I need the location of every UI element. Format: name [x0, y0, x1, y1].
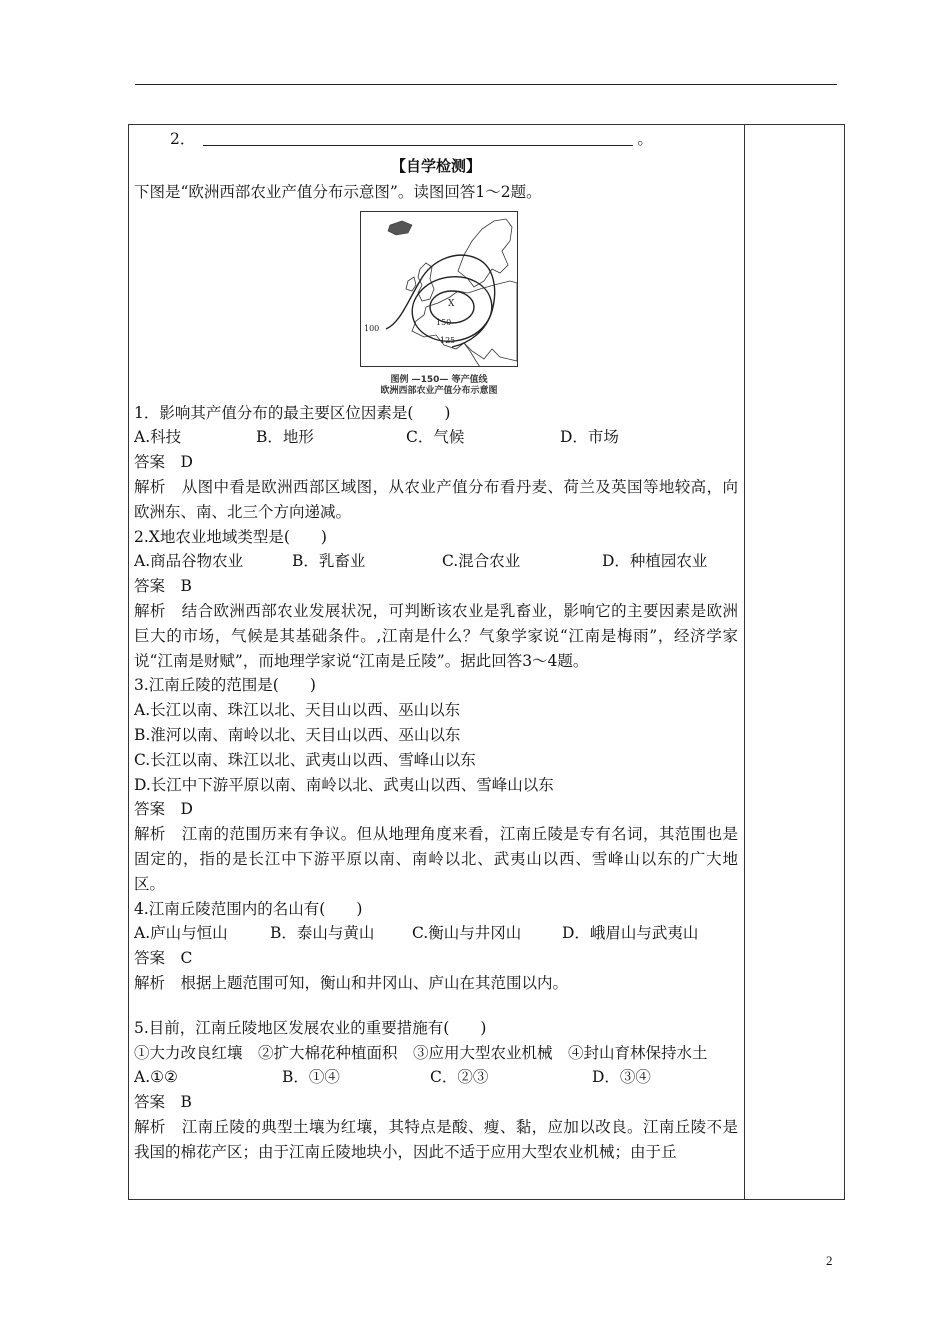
map-label-x: X: [448, 298, 455, 309]
spacer: [134, 996, 738, 1016]
page-number: 2: [826, 1253, 833, 1268]
option: D．种植园农业: [602, 552, 708, 571]
option: A.长江以南、珠江以北、天目山以西、巫山以东: [134, 701, 461, 720]
option: A.商品谷物农业: [134, 552, 244, 571]
side-column-divider: [744, 124, 745, 1200]
option: B.淮河以南、南岭以北、天目山以西、巫山以东: [134, 725, 461, 744]
option: C.长江以南、珠江以北、武夷山以西、雪峰山以东: [134, 750, 476, 769]
option: B．地形: [256, 428, 314, 447]
option: B．①④: [282, 1068, 340, 1087]
map-label-125: 125: [440, 335, 456, 345]
question-1-stem: 1．影响其产值分布的最主要区位因素是( ): [134, 403, 451, 422]
map-label-150: 150: [436, 317, 452, 327]
question-4-answer: 答案 C: [134, 949, 193, 968]
question-5-measures: ①大力改良红壤 ②扩大棉花种植面积 ③应用大型农业机械 ④封山育林保持水土: [134, 1043, 708, 1062]
option: A.科技: [134, 428, 182, 447]
europe-map: [360, 211, 518, 367]
question-1-options: [134, 425, 738, 450]
option: B．泰山与黄山: [270, 924, 375, 943]
question-1-analysis: 解析 从图中看是欧洲西部区域图，从农业产值分布看丹麦、荷兰及英国等地较高，向欧洲东、南、北三个方向递减。: [134, 477, 738, 521]
option: A.①②: [134, 1068, 178, 1087]
question-5-answer: 答案 B: [134, 1093, 192, 1112]
question-5-options: [134, 1065, 738, 1090]
question-2-analysis: 解析 结合欧洲西部农业发展状况，可判断该农业是乳畜业，影响它的主要因素是欧洲巨大的市场，气候是其基础条件。,江南是什么？气象学家说“江南是梅雨”，经济学家说“江南是财赋”，而地理学家说“江南是丘陵”。据此回答3～4题。: [134, 601, 738, 670]
option: C.衡山与井冈山: [412, 924, 522, 943]
question-3-analysis: 解析 江南的范围历来有争议。但从地理角度来看，江南丘陵是专有名词，其范围也是固定的，指的是长江中下游平原以南、南岭以北、武夷山以西、雪峰山以东的广大地区。: [134, 825, 738, 893]
question-4-stem: 4.江南丘陵范围内的名山有( ): [134, 899, 363, 918]
question-2-stem: 2.X地农业地域类型是( ): [134, 527, 327, 546]
question-3-stem: 3.江南丘陵的范围是( ): [134, 676, 316, 695]
option: B．乳畜业: [292, 552, 366, 571]
map-title: 欧洲西部农业产值分布示意图: [380, 385, 498, 396]
europe-map-figure: [360, 211, 518, 397]
option: C.混合农业: [442, 552, 521, 571]
option: D．峨眉山与武夷山: [562, 924, 699, 943]
question-2-options: [134, 549, 738, 574]
fill-blank: [203, 145, 633, 146]
map-label-100: 100: [364, 323, 380, 333]
question-4-options: [134, 921, 738, 946]
option: C．气候: [406, 428, 465, 447]
intro-text: 下图是“欧洲西部农业产值分布示意图”。读图回答1～2题。: [134, 183, 542, 201]
option: C．②③: [430, 1068, 489, 1087]
question-1-answer: 答案 D: [134, 453, 193, 472]
option: D．市场: [560, 428, 619, 447]
question-5-stem: 5.目前，江南丘陵地区发展农业的重要措施有( ): [134, 1018, 487, 1037]
question-3-answer: 答案 D: [134, 800, 193, 819]
option: D．③④: [592, 1068, 651, 1087]
section-title: 【自学检测】: [390, 157, 481, 175]
question-4-analysis: 解析 根据上题范围可知，衡山和井冈山、庐山在其范围以内。: [134, 973, 569, 992]
fill-number: 2．: [170, 130, 196, 149]
map-legend: 图例 —150— 等产值线: [390, 374, 488, 385]
option: A.庐山与恒山: [134, 924, 228, 943]
fill-end: 。: [637, 130, 653, 149]
header-rule: [135, 84, 837, 85]
question-5-analysis: 解析 江南丘陵的典型土壤为红壤，其特点是酸、瘦、黏，应加以改良。江南丘陵不是我国的棉花产区；由于江南丘陵地块小，因此不适于应用大型农业机械；由于丘: [134, 1117, 738, 1161]
option: D.长江中下游平原以南、南岭以北、武夷山以西、雪峰山以东: [134, 775, 554, 794]
fill-in-line: [134, 126, 738, 152]
question-2-answer: 答案 B: [134, 577, 192, 596]
content-cell: [134, 126, 738, 1165]
